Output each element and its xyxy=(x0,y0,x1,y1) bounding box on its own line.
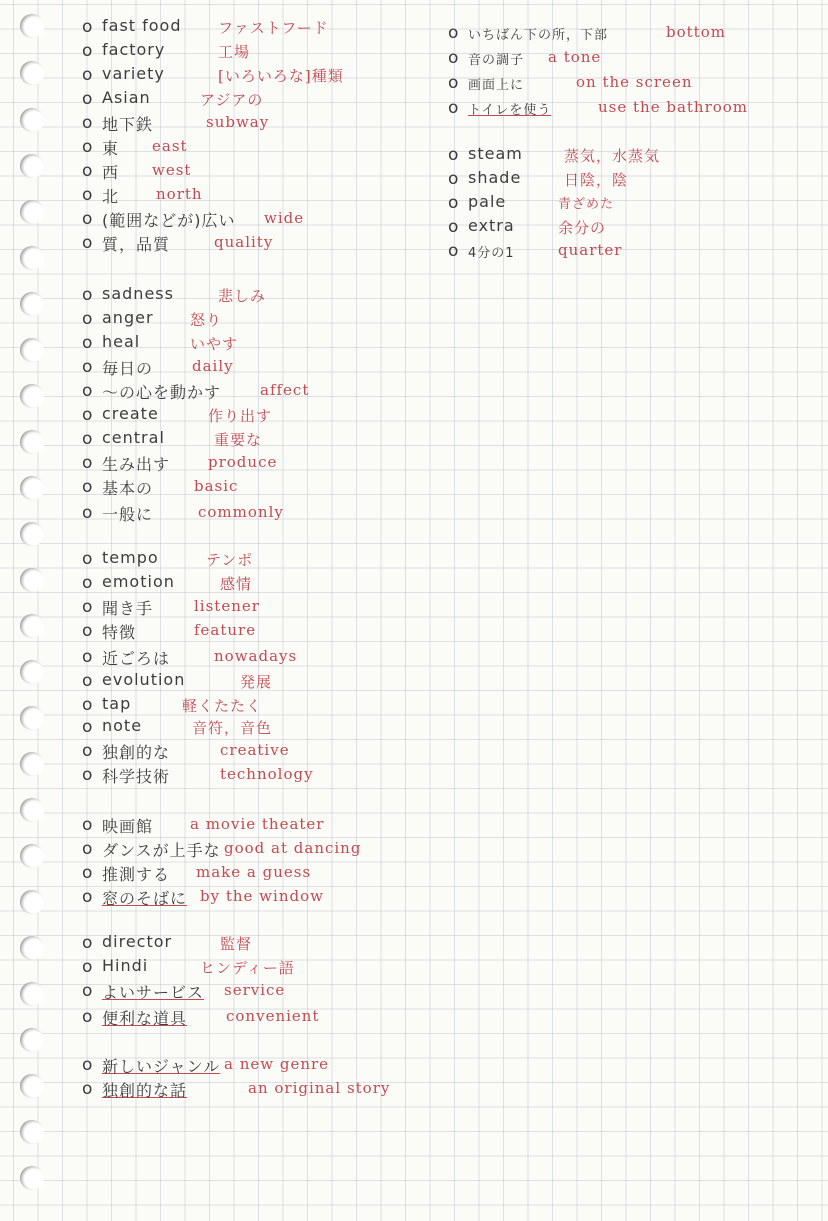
bullet-icon: o xyxy=(82,65,93,85)
bullet-icon: o xyxy=(82,597,93,617)
binder-hole-icon xyxy=(20,108,44,132)
binder-hole-icon xyxy=(20,200,44,224)
vocab-term: director xyxy=(102,932,173,951)
vocab-term: 生み出す xyxy=(102,455,171,474)
vocab-meaning: feature xyxy=(194,621,257,639)
binder-hole-icon xyxy=(20,798,44,822)
vocab-term: shade xyxy=(468,168,522,187)
vocab-term: 特徴 xyxy=(102,623,137,642)
bullet-icon: o xyxy=(82,815,93,835)
vocab-term: pale xyxy=(468,192,507,211)
vocab-meaning: 感情 xyxy=(220,575,253,593)
bullet-icon: o xyxy=(82,285,93,305)
bullet-icon: o xyxy=(82,981,93,1001)
bullet-icon: o xyxy=(82,333,93,353)
vocab-meaning: 監督 xyxy=(220,935,253,953)
binder-hole-icon xyxy=(20,1028,44,1052)
vocab-term: いちばん下の所，下部 xyxy=(468,28,609,43)
bullet-icon: o xyxy=(82,185,93,205)
vocab-meaning: a new genre xyxy=(224,1055,330,1073)
vocab-term: steam xyxy=(468,144,523,163)
vocab-meaning: west xyxy=(152,161,192,179)
vocab-term: 音の調子 xyxy=(468,53,525,68)
bullet-icon: o xyxy=(82,113,93,133)
vocab-meaning: wide xyxy=(264,209,305,227)
vocab-meaning: 重要な xyxy=(214,431,263,449)
vocab-meaning: on the screen xyxy=(576,73,693,91)
vocab-term: create xyxy=(102,404,159,423)
bullet-icon: o xyxy=(82,89,93,109)
bullet-icon: o xyxy=(448,241,459,261)
binder-hole-icon xyxy=(20,338,44,362)
binder-hole-icon xyxy=(20,154,44,178)
binder-hole-icon xyxy=(20,14,44,38)
vocab-term: トイレを使う xyxy=(468,103,552,118)
vocab-meaning: daily xyxy=(192,357,234,375)
bullet-icon: o xyxy=(448,169,459,189)
vocab-meaning: use the bathroom xyxy=(598,98,749,116)
vocab-term: 映画館 xyxy=(102,817,154,836)
bullet-icon: o xyxy=(82,839,93,859)
bullet-icon: o xyxy=(82,209,93,229)
vocab-term: ～の心を動かす xyxy=(102,383,222,402)
binder-hole-icon xyxy=(20,752,44,776)
binder-rings xyxy=(0,0,60,1221)
bullet-icon: o xyxy=(82,405,93,425)
bullet-icon: o xyxy=(82,41,93,61)
bullet-icon: o xyxy=(82,863,93,883)
vocab-term: 4分の1 xyxy=(468,246,515,261)
vocab-meaning: a movie theater xyxy=(190,815,325,833)
vocab-meaning: テンポ xyxy=(206,551,254,569)
vocab-term: よいサービス xyxy=(102,983,205,1002)
vocab-term: 北 xyxy=(102,187,120,206)
vocab-meaning: 軽くたたく xyxy=(182,697,263,715)
vocab-meaning: 悲しみ xyxy=(218,287,267,305)
vocab-meaning: nowadays xyxy=(214,647,298,665)
vocab-meaning: 日陰，陰 xyxy=(564,171,629,189)
binder-hole-icon xyxy=(20,568,44,592)
vocab-meaning: creative xyxy=(220,741,290,759)
bullet-icon: o xyxy=(82,137,93,157)
vocab-meaning: affect xyxy=(260,381,310,399)
vocab-meaning: 音符，音色 xyxy=(192,719,273,737)
vocab-term: 毎日の xyxy=(102,359,154,378)
binder-hole-icon xyxy=(20,246,44,270)
bullet-icon: o xyxy=(448,217,459,237)
bullet-icon: o xyxy=(82,381,93,401)
binder-hole-icon xyxy=(20,614,44,638)
binder-hole-icon xyxy=(20,522,44,546)
bullet-icon: o xyxy=(82,357,93,377)
vocab-term: 科学技術 xyxy=(102,767,171,786)
vocab-meaning: north xyxy=(156,185,203,203)
bullet-icon: o xyxy=(448,98,459,118)
vocab-meaning: 作り出す xyxy=(208,407,273,425)
bullet-icon: o xyxy=(82,647,93,667)
vocab-term: 推測する xyxy=(102,865,171,884)
vocab-meaning: listener xyxy=(194,597,260,615)
vocab-term: central xyxy=(102,428,165,447)
vocab-term: 質，品質 xyxy=(102,235,171,254)
bullet-icon: o xyxy=(82,741,93,761)
vocab-meaning: good at dancing xyxy=(224,839,362,857)
vocab-meaning: ファストフード xyxy=(218,19,329,37)
binder-hole-icon xyxy=(20,982,44,1006)
vocab-meaning: quarter xyxy=(558,241,623,259)
binder-hole-icon xyxy=(20,430,44,454)
binder-hole-icon xyxy=(20,660,44,684)
binder-hole-icon xyxy=(20,1074,44,1098)
vocab-term: heal xyxy=(102,332,141,351)
vocab-term: anger xyxy=(102,308,154,327)
bullet-icon: o xyxy=(448,23,459,43)
vocab-meaning: subway xyxy=(206,113,270,131)
vocab-term: emotion xyxy=(102,572,175,591)
binder-hole-icon xyxy=(20,61,44,85)
bullet-icon: o xyxy=(82,765,93,785)
bullet-icon: o xyxy=(82,1079,93,1099)
vocab-meaning: bottom xyxy=(666,23,726,41)
vocab-term: Asian xyxy=(102,88,151,107)
vocab-meaning: 工場 xyxy=(218,43,251,61)
vocab-term: 西 xyxy=(102,163,120,182)
vocab-meaning: 蒸気，水蒸気 xyxy=(564,147,661,165)
vocab-meaning: service xyxy=(224,981,286,999)
vocab-term: fast food xyxy=(102,16,182,35)
vocab-term: 窓のそばに xyxy=(102,889,188,908)
vocab-meaning: convenient xyxy=(226,1007,320,1025)
vocab-meaning: ヒンディー語 xyxy=(200,959,295,977)
vocab-meaning: technology xyxy=(220,765,314,783)
vocab-meaning: produce xyxy=(208,453,278,471)
bullet-icon: o xyxy=(82,695,93,715)
vocab-meaning: 発展 xyxy=(240,673,273,691)
bullet-icon: o xyxy=(82,957,93,977)
vocab-meaning: quality xyxy=(214,233,274,251)
bullet-icon: o xyxy=(82,887,93,907)
vocab-term: variety xyxy=(102,64,165,83)
binder-hole-icon xyxy=(20,1166,44,1190)
bullet-icon: o xyxy=(448,193,459,213)
vocab-term: 東 xyxy=(102,139,120,158)
vocab-term: Hindi xyxy=(102,956,149,975)
vocab-term: 聞き手 xyxy=(102,599,154,618)
vocab-term: 地下鉄 xyxy=(102,115,154,134)
bullet-icon: o xyxy=(82,573,93,593)
vocab-term: 基本の xyxy=(102,479,154,498)
vocab-meaning: 余分の xyxy=(558,219,607,237)
bullet-icon: o xyxy=(82,1007,93,1027)
bullet-icon: o xyxy=(82,477,93,497)
vocab-term: 独創的な話 xyxy=(102,1081,188,1100)
binder-hole-icon xyxy=(20,384,44,408)
bullet-icon: o xyxy=(82,453,93,473)
binder-hole-icon xyxy=(20,1120,44,1144)
bullet-icon: o xyxy=(82,503,93,523)
vocab-term: 独創的な xyxy=(102,743,171,762)
vocab-meaning: basic xyxy=(194,477,239,495)
vocab-term: 一般に xyxy=(102,505,154,524)
vocab-meaning: [いろいろな]種類 xyxy=(218,67,344,85)
vocab-term: (範囲などが)広い xyxy=(102,211,236,230)
vocab-meaning: a tone xyxy=(548,48,602,66)
vocab-meaning: make a guess xyxy=(196,863,312,881)
vocab-meaning: commonly xyxy=(198,503,284,521)
binder-hole-icon xyxy=(20,890,44,914)
bullet-icon: o xyxy=(448,145,459,165)
vocab-term: note xyxy=(102,716,143,735)
vocab-term: 近ごろは xyxy=(102,649,171,668)
bullet-icon: o xyxy=(82,17,93,37)
bullet-icon: o xyxy=(448,73,459,93)
vocab-meaning: by the window xyxy=(200,887,324,905)
bullet-icon: o xyxy=(82,717,93,737)
vocab-meaning: 怒り xyxy=(190,311,223,329)
vocab-term: 新しいジャンル xyxy=(102,1057,221,1076)
bullet-icon: o xyxy=(82,1055,93,1075)
binder-hole-icon xyxy=(20,706,44,730)
bullet-icon: o xyxy=(82,549,93,569)
binder-hole-icon xyxy=(20,476,44,500)
vocab-meaning: いやす xyxy=(190,335,239,353)
bullet-icon: o xyxy=(448,48,459,68)
bullet-icon: o xyxy=(82,933,93,953)
binder-hole-icon xyxy=(20,292,44,316)
bullet-icon: o xyxy=(82,671,93,691)
bullet-icon: o xyxy=(82,233,93,253)
vocab-term: ダンスが上手な xyxy=(102,841,221,860)
vocab-meaning: 青ざめた xyxy=(558,197,615,212)
vocab-term: 画面上に xyxy=(468,78,525,93)
binder-hole-icon xyxy=(20,844,44,868)
bullet-icon: o xyxy=(82,429,93,449)
vocab-term: extra xyxy=(468,216,515,235)
bullet-icon: o xyxy=(82,309,93,329)
vocab-term: evolution xyxy=(102,670,186,689)
vocab-meaning: east xyxy=(152,137,188,155)
vocab-term: factory xyxy=(102,40,166,59)
vocab-meaning: an original story xyxy=(248,1079,391,1097)
binder-hole-icon xyxy=(20,936,44,960)
vocab-meaning: アジアの xyxy=(200,91,264,109)
vocab-term: 便利な道具 xyxy=(102,1009,188,1028)
vocab-term: sadness xyxy=(102,284,174,303)
vocab-term: tap xyxy=(102,694,132,713)
bullet-icon: o xyxy=(82,621,93,641)
vocab-term: tempo xyxy=(102,548,159,567)
bullet-icon: o xyxy=(82,161,93,181)
